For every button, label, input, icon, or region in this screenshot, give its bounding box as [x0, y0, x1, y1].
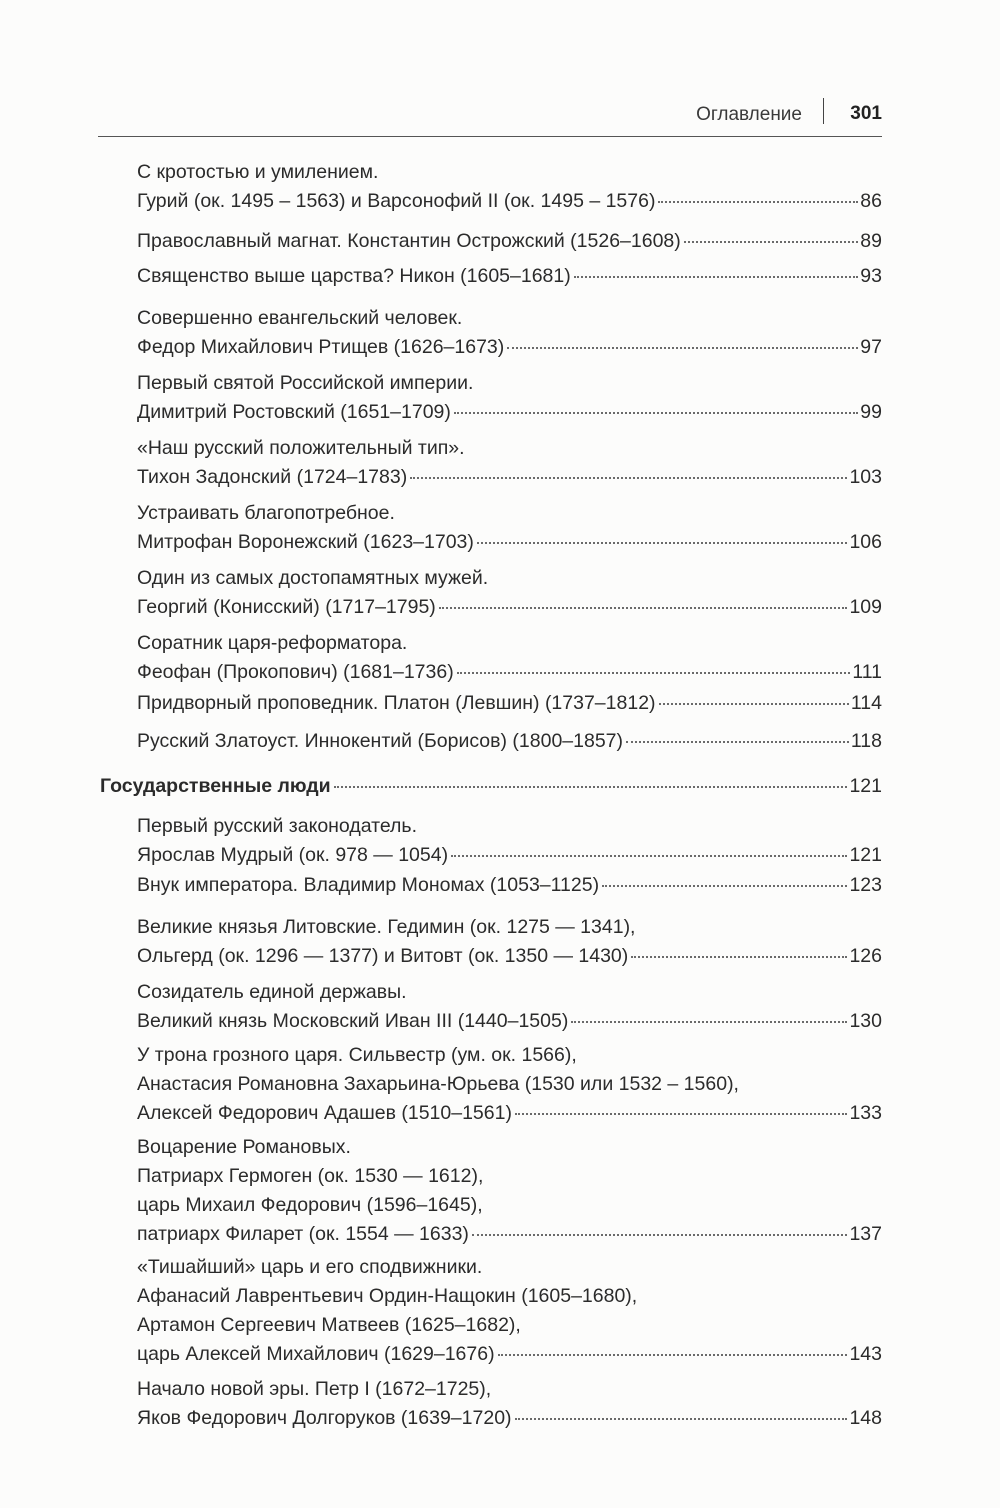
toc-entry-page: 106: [849, 531, 882, 553]
toc-entry: [137, 1253, 882, 1369]
header-divider: [823, 98, 825, 124]
toc-entry: [137, 871, 882, 900]
toc-entry-title: Великий князь Московский Иван III (1440–1505): [137, 1010, 569, 1032]
toc-entry: [137, 499, 882, 557]
toc-entry: [137, 434, 882, 492]
toc-entry-page: 97: [860, 336, 882, 358]
toc-entry-final-line: [100, 772, 882, 801]
toc-entry-page: 123: [849, 874, 882, 896]
toc-entry-title: Гурий (ок. 1495 – 1563) и Варсонофий II (ок. 1495 – 1576): [137, 190, 656, 212]
toc-entry-final-line: [137, 593, 882, 622]
dot-leader: [454, 411, 858, 414]
toc-entry-title: Придворный проповедник. Платон (Левшин) (1737–1812): [137, 692, 656, 714]
dot-leader: [659, 702, 849, 705]
running-header: [98, 96, 882, 137]
toc-entry: [137, 1041, 882, 1128]
toc-entry-title: Ярослав Мудрый (ок. 978 — 1054): [137, 844, 449, 866]
toc-entry: [137, 369, 882, 427]
toc-entry: [137, 689, 882, 718]
dot-leader: [571, 1020, 847, 1023]
toc-entry-page: 118: [850, 730, 882, 752]
toc-entry-line: Первый русский законодатель.: [137, 815, 418, 837]
toc-entry-line: У трона грозного царя. Сильвестр (ум. ок. 1566),: [137, 1044, 577, 1066]
toc-entry-title: Священство выше царства? Никон (1605–1681): [137, 265, 571, 287]
toc-entry-page: 133: [849, 1102, 882, 1124]
toc-entry-final-line: [137, 1099, 882, 1128]
toc-entry-page: 137: [849, 1223, 882, 1245]
toc-entry-final-line: [137, 727, 882, 756]
dot-leader: [439, 606, 848, 609]
dot-leader: [658, 200, 858, 203]
toc-entry: [137, 913, 882, 971]
toc-entry-page: 109: [849, 596, 882, 618]
toc-entry-page: 93: [860, 265, 882, 287]
page-number: 301: [850, 103, 882, 124]
toc-entry-line: Великие князья Литовские. Гедимин (ок. 1275 — 1341),: [137, 916, 636, 938]
toc-entry-final-line: [137, 841, 882, 870]
dot-leader: [515, 1417, 848, 1420]
toc-entry-title: Федор Михайлович Ртищев (1626–1673): [137, 336, 505, 358]
toc-entry-page: 121: [849, 775, 882, 797]
toc-entry-title: Внук императора. Владимир Мономах (1053–1125): [137, 874, 600, 896]
toc-entry-line: Устраивать благопотребное.: [137, 502, 395, 524]
toc-entry-page: 148: [849, 1407, 882, 1429]
toc-entry-final-line: [137, 942, 882, 971]
toc-entry-final-line: [137, 1220, 882, 1249]
toc-entry-final-line: [137, 689, 882, 718]
toc-entry-page: 86: [860, 190, 882, 212]
toc-entry-title: Феофан (Прокопович) (1681–1736): [137, 661, 454, 683]
toc-entry-title: Митрофан Воронежский (1623–1703): [137, 531, 474, 553]
toc-entry-line: Созидатель единой державы.: [137, 981, 407, 1003]
toc-entry-page: 111: [852, 661, 882, 683]
toc-entry-line: «Наш русский положительный тип».: [137, 437, 465, 459]
toc-entry-page: 143: [849, 1343, 882, 1365]
toc-entry-line: Один из самых достопамятных мужей.: [137, 567, 489, 589]
toc-entry-page: 99: [860, 401, 882, 423]
toc-entry-title: Тихон Задонский (1724–1783): [137, 466, 408, 488]
dot-leader: [334, 785, 848, 788]
toc-entry: [137, 227, 882, 256]
toc-section-heading: [100, 772, 882, 801]
toc-entry-final-line: [137, 333, 882, 362]
toc-entry-title: Яков Федорович Долгоруков (1639–1720): [137, 1407, 512, 1429]
toc-entry: [137, 812, 882, 870]
header-title: Оглавление: [696, 104, 802, 125]
toc-entry-title: Государственные люди: [100, 775, 331, 797]
toc-entry-title: патриарх Филарет (ок. 1554 — 1633): [137, 1223, 469, 1245]
toc-entry-page: 89: [860, 230, 882, 252]
toc-entry-page: 114: [850, 692, 882, 714]
toc-entry-title: царь Алексей Михайлович (1629–1676): [137, 1343, 495, 1365]
toc-entry-line: царь Михаил Федорович (1596–1645),: [137, 1194, 483, 1216]
toc-entry-line: Анастасия Романовна Захарьина-Юрьева (1530 или 1532 – 1560),: [137, 1073, 739, 1095]
toc-entry-final-line: [137, 871, 882, 900]
toc-entry-line: Совершенно евангельский человек.: [137, 307, 463, 329]
toc-entry-line: Первый святой Российской империи.: [137, 372, 474, 394]
toc-entry-title: Георгий (Конисский) (1717–1795): [137, 596, 436, 618]
toc-entry-final-line: [137, 398, 882, 427]
dot-leader: [472, 1233, 848, 1236]
toc-entry-title: Алексей Федорович Адашев (1510–1561): [137, 1102, 512, 1124]
toc-entry-final-line: [137, 1007, 882, 1036]
toc-entry: [137, 304, 882, 362]
toc-entry-final-line: [137, 463, 882, 492]
toc-entry-final-line: [137, 227, 882, 256]
toc-entry-title: Ольгерд (ок. 1296 — 1377) и Витовт (ок. 1350 — 1430): [137, 945, 629, 967]
dot-leader: [602, 884, 847, 887]
dot-leader: [684, 240, 859, 243]
toc-entry-final-line: [137, 1404, 882, 1433]
toc-entry-line: Артамон Сергеевич Матвеев (1625–1682),: [137, 1314, 521, 1336]
toc-entry-final-line: [137, 187, 882, 216]
dot-leader: [574, 275, 859, 278]
toc-entry-line: Патриарх Гермоген (ок. 1530 — 1612),: [137, 1165, 484, 1187]
dot-leader: [498, 1353, 848, 1356]
toc-entry-line: Афанасий Лаврентьевич Ордин-Нащокин (1605–1680),: [137, 1285, 638, 1307]
toc-entry-line: Воцарение Романовых.: [137, 1136, 351, 1158]
dot-leader: [410, 476, 847, 479]
toc-entry-line: Соратник царя-реформатора.: [137, 632, 408, 654]
toc-entry-page: 126: [849, 945, 882, 967]
toc-entry-line: С кротостью и умилением.: [137, 161, 379, 183]
toc-entry: [137, 564, 882, 622]
dot-leader: [626, 740, 849, 743]
dot-leader: [457, 671, 851, 674]
dot-leader: [507, 346, 858, 349]
toc-entry-page: 121: [849, 844, 882, 866]
toc-entry: [137, 1133, 882, 1249]
toc-entry-final-line: [137, 262, 882, 291]
toc-entry-final-line: [137, 658, 882, 687]
dot-leader: [451, 854, 847, 857]
toc-entry-final-line: [137, 1340, 882, 1369]
toc-entry-title: Православный магнат. Константин Острожский (1526–1608): [137, 230, 681, 252]
dot-leader: [631, 955, 847, 958]
toc-entry: [137, 629, 882, 687]
toc-entry: [137, 262, 882, 291]
dot-leader: [477, 541, 848, 544]
toc-entry-line: «Тишайший» царь и его сподвижники.: [137, 1256, 483, 1278]
toc-entry: [137, 158, 882, 216]
toc-entry-page: 130: [849, 1010, 882, 1032]
toc-entry-final-line: [137, 528, 882, 557]
toc-entry: [137, 978, 882, 1036]
toc-entry-page: 103: [849, 466, 882, 488]
toc-entry-title: Русский Златоуст. Иннокентий (Борисов) (1800–1857): [137, 730, 624, 752]
toc-entry: [137, 1375, 882, 1433]
dot-leader: [515, 1112, 847, 1115]
toc-entry-line: Начало новой эры. Петр I (1672–1725),: [137, 1378, 492, 1400]
toc-entry: [137, 727, 882, 756]
toc-entry-title: Димитрий Ростовский (1651–1709): [137, 401, 451, 423]
